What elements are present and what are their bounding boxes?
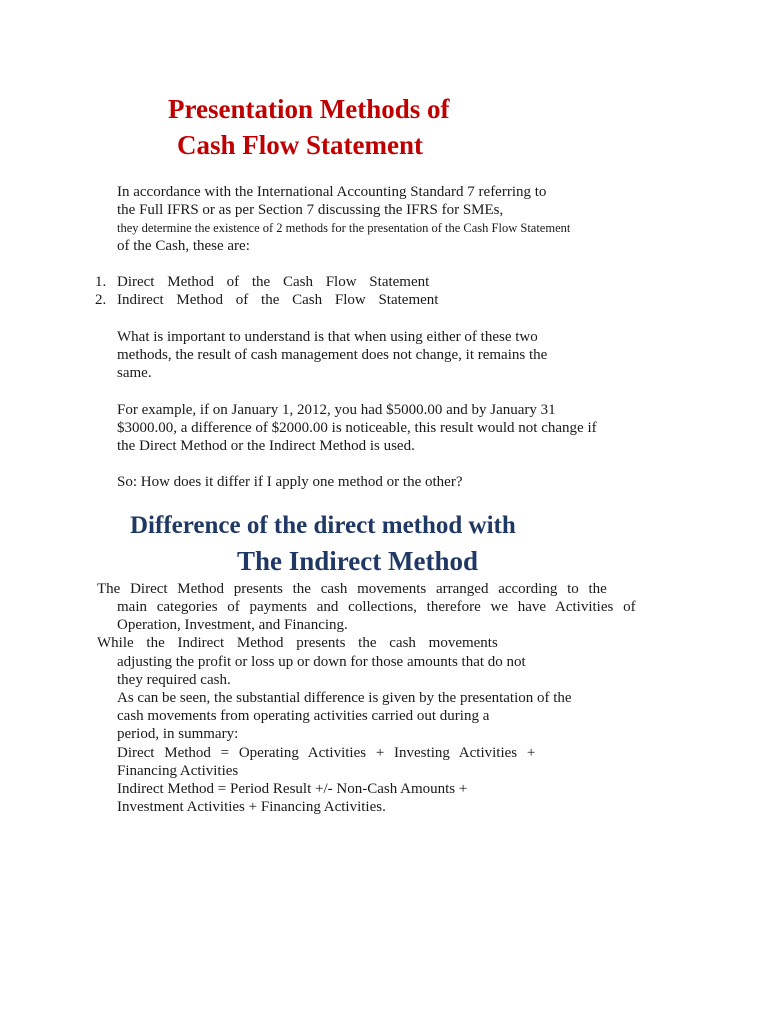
para1-line-3: same.	[117, 365, 152, 381]
bullet-2-line-1: While the Indirect Method presents the cash movements	[97, 635, 498, 651]
bullet-2-line-8: Financing Activities	[117, 763, 239, 779]
bullet-2-line-3: they required cash.	[117, 672, 231, 688]
bullet-2-line-9: Indirect Method = Period Result +/- Non-Cash Amounts +	[117, 781, 468, 797]
bullet-1-line-3: Operation, Investment, and Financing.	[117, 617, 348, 633]
intro-line-3: they determine the existence of 2 methods for the presentation of the Cash Flow Statement	[117, 221, 571, 235]
para2-line-3: the Direct Method or the Indirect Method is used.	[117, 438, 415, 454]
method-number-2: 2.	[95, 292, 107, 308]
method-item-1: Direct Method of the Cash Flow Statement	[117, 274, 430, 290]
para1-line-1: What is important to understand is that when using either of these two	[117, 329, 538, 345]
bullet-1-line-1: The Direct Method presents the cash movements arranged according to the	[97, 581, 607, 597]
method-item-2: Indirect Method of the Cash Flow Statement	[117, 292, 439, 308]
bullet-2-line-6: period, in summary:	[117, 726, 239, 742]
question-line: So: How does it differ if I apply one method or the other?	[117, 474, 463, 490]
para1-line-2: methods, the result of cash management does not change, it remains the	[117, 347, 548, 363]
section-heading-line-2: The Indirect Method	[237, 546, 478, 576]
bullet-2-line-4: As can be seen, the substantial difference is given by the presentation of the	[117, 690, 572, 706]
intro-line-1: In accordance with the International Accounting Standard 7 referring to	[117, 184, 547, 200]
doc-title-line-1: Presentation Methods of	[168, 94, 450, 124]
doc-title-line-2: Cash Flow Statement	[177, 130, 423, 160]
intro-line-4: of the Cash, these are:	[117, 238, 250, 254]
section-heading-line-1: Difference of the direct method with	[130, 512, 516, 539]
bullet-2-line-2: adjusting the profit or loss up or down for those amounts that do not	[117, 654, 526, 670]
para2-line-2: $3000.00, a difference of $2000.00 is noticeable, this result would not change if	[117, 420, 597, 436]
bullet-2-line-10: Investment Activities + Financing Activities.	[117, 799, 386, 815]
bullet-1-line-2: main categories of payments and collections, therefore we have Activities of	[117, 599, 636, 615]
bullet-2-line-5: cash movements from operating activities carried out during a	[117, 708, 490, 724]
intro-line-2: the Full IFRS or as per Section 7 discussing the IFRS for SMEs,	[117, 202, 504, 218]
para2-line-1: For example, if on January 1, 2012, you had $5000.00 and by January 31	[117, 402, 556, 418]
bullet-2-line-7: Direct Method = Operating Activities + Investing Activities +	[117, 745, 536, 761]
method-number-1: 1.	[95, 274, 107, 290]
